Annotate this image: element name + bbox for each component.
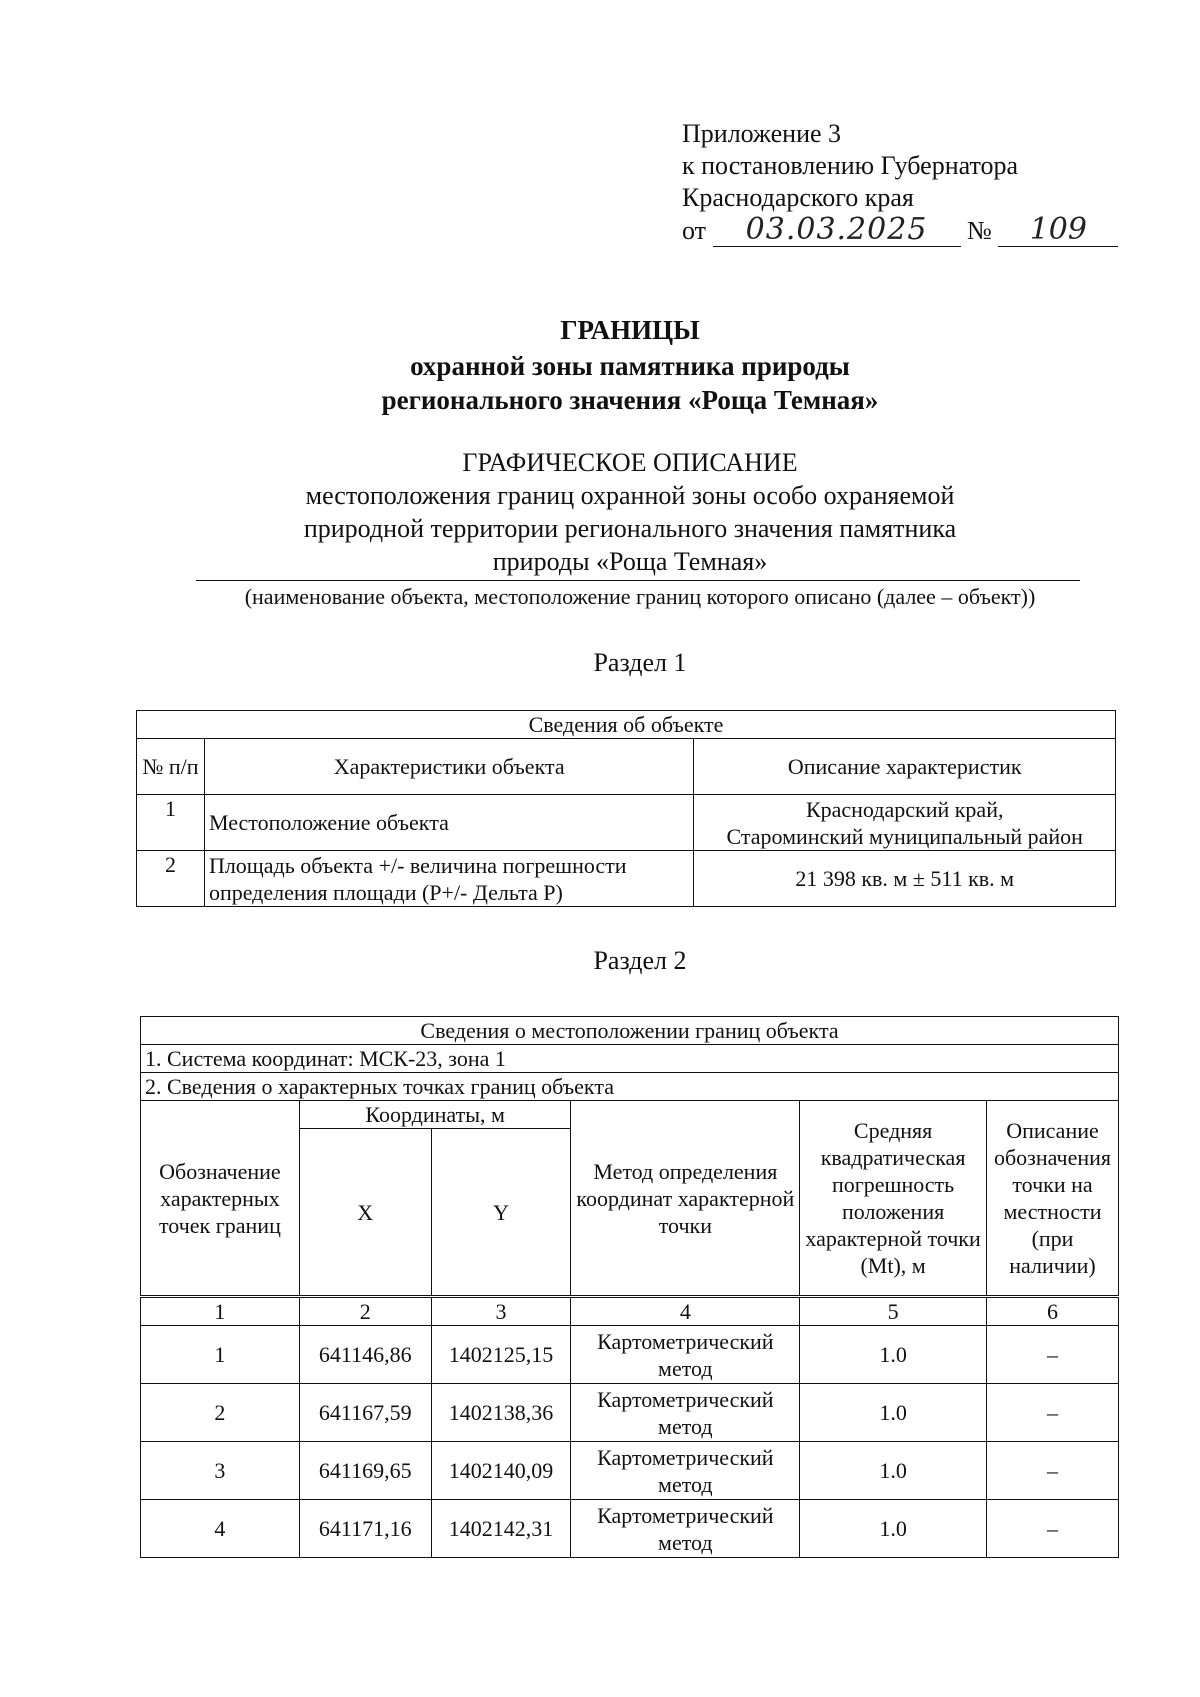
method-cell: Картометрический метод xyxy=(571,1326,800,1384)
table-row xyxy=(141,1442,1119,1500)
points-info-row: 2. Сведения о характерных точках границ объекта xyxy=(141,1073,1119,1101)
column-header: Координаты, м xyxy=(299,1101,571,1129)
y-cell: 1402138,36 xyxy=(431,1384,571,1442)
characteristic-line: определения площади (Р+/- Дельта Р) xyxy=(208,879,563,905)
appendix-block xyxy=(682,118,1118,247)
column-header: Описание характеристик xyxy=(694,739,1116,795)
column-header: Средняя квадратическая погрешность положения характерной точки (Мt), м xyxy=(800,1101,987,1297)
doc-subtitle-line: регионального значения «Роща Темная» xyxy=(381,385,879,415)
y-cell: 1402125,15 xyxy=(431,1326,571,1384)
method-cell: Картометрический метод xyxy=(571,1442,800,1500)
appendix-line: Приложение 3 xyxy=(682,119,842,148)
column-number: 6 xyxy=(987,1297,1119,1326)
method-cell: Картометрический метод xyxy=(571,1384,800,1442)
y-cell: 1402140,09 xyxy=(431,1442,571,1500)
error-cell: 1.0 xyxy=(800,1442,987,1500)
table-row xyxy=(141,1384,1119,1442)
characteristic-line: Площадь объекта +/- величина погрешности xyxy=(208,852,627,878)
point-cell: 3 xyxy=(141,1442,300,1500)
column-number: 2 xyxy=(299,1297,431,1326)
place-desc-cell: – xyxy=(987,1500,1119,1558)
number-label: № xyxy=(967,216,992,245)
x-cell: 641167,59 xyxy=(299,1384,431,1442)
place-desc-cell: – xyxy=(987,1326,1119,1384)
doc-subtitle-line: охранной зоны памятника природы xyxy=(410,351,850,381)
column-number: 3 xyxy=(431,1297,571,1326)
column-header: Y xyxy=(431,1129,571,1297)
point-cell: 4 xyxy=(141,1500,300,1558)
handwritten-number: 109 xyxy=(998,214,1118,247)
table-title: Сведения о местоположении границ объекта xyxy=(141,1017,1119,1045)
table-title: Сведения об объекте xyxy=(137,711,1116,739)
coordinate-system-row: 1. Система координат: МСК-23, зона 1 xyxy=(141,1045,1119,1073)
boundary-points-table xyxy=(140,1016,1119,1558)
description-line: Краснодарский край, xyxy=(805,796,1004,822)
place-desc-cell: – xyxy=(987,1384,1119,1442)
place-desc-cell: – xyxy=(987,1442,1119,1500)
object-name-note: (наименование объекта, местоположение границ которого описано (далее – объект)) xyxy=(244,584,1036,609)
appendix-line: к постановлению Губернатора xyxy=(682,151,1019,180)
x-cell: 641146,86 xyxy=(299,1326,431,1384)
error-cell: 1.0 xyxy=(800,1500,987,1558)
error-cell: 1.0 xyxy=(800,1384,987,1442)
column-header: Метод определения координат характерной точки xyxy=(571,1101,800,1297)
description-line: природной территории регионального значения памятника xyxy=(303,514,957,543)
y-cell: 1402142,31 xyxy=(431,1500,571,1558)
from-label: от xyxy=(682,216,707,245)
description-cell: 21 398 кв. м ± 511 кв. м xyxy=(694,851,1116,907)
description-line: Староминский муниципальный район xyxy=(726,823,1083,849)
table-row xyxy=(137,795,1116,851)
row-number: 1 xyxy=(137,795,205,851)
row-number: 2 xyxy=(137,851,205,907)
characteristic-cell xyxy=(204,851,693,907)
x-cell: 641171,16 xyxy=(299,1500,431,1558)
table-row xyxy=(141,1326,1119,1384)
section-2-title: Раздел 2 xyxy=(593,946,687,975)
point-cell: 1 xyxy=(141,1326,300,1384)
description-line: природы «Роща Темная» xyxy=(492,547,768,576)
column-header: Обозначение характерных точек границ xyxy=(141,1101,300,1297)
object-info-table xyxy=(136,710,1116,907)
column-header: Описание обозначения точки на местности (при наличии) xyxy=(987,1101,1119,1297)
column-number: 1 xyxy=(141,1297,300,1326)
graphic-description-heading: ГРАФИЧЕСКОЕ ОПИСАНИЕ xyxy=(462,448,798,477)
description-cell xyxy=(694,795,1116,851)
underline-divider xyxy=(196,580,1080,581)
appendix-date-line xyxy=(682,214,1118,247)
column-number: 4 xyxy=(571,1297,800,1326)
characteristic-cell: Местоположение объекта xyxy=(204,795,693,851)
description-line: местоположения границ охранной зоны особо охраняемой xyxy=(305,481,955,510)
handwritten-date: 03.03.2025 xyxy=(713,214,961,247)
point-cell: 2 xyxy=(141,1384,300,1442)
column-header: № п/п xyxy=(137,739,205,795)
column-header: X xyxy=(299,1129,431,1297)
section-1-title: Раздел 1 xyxy=(593,648,687,677)
appendix-line: Краснодарского края xyxy=(682,183,914,212)
column-header: Характеристики объекта xyxy=(204,739,693,795)
table-row xyxy=(137,851,1116,907)
table-row xyxy=(141,1500,1119,1558)
error-cell: 1.0 xyxy=(800,1326,987,1384)
column-number: 5 xyxy=(800,1297,987,1326)
method-cell: Картометрический метод xyxy=(571,1500,800,1558)
x-cell: 641169,65 xyxy=(299,1442,431,1500)
doc-title: ГРАНИЦЫ xyxy=(560,315,700,345)
